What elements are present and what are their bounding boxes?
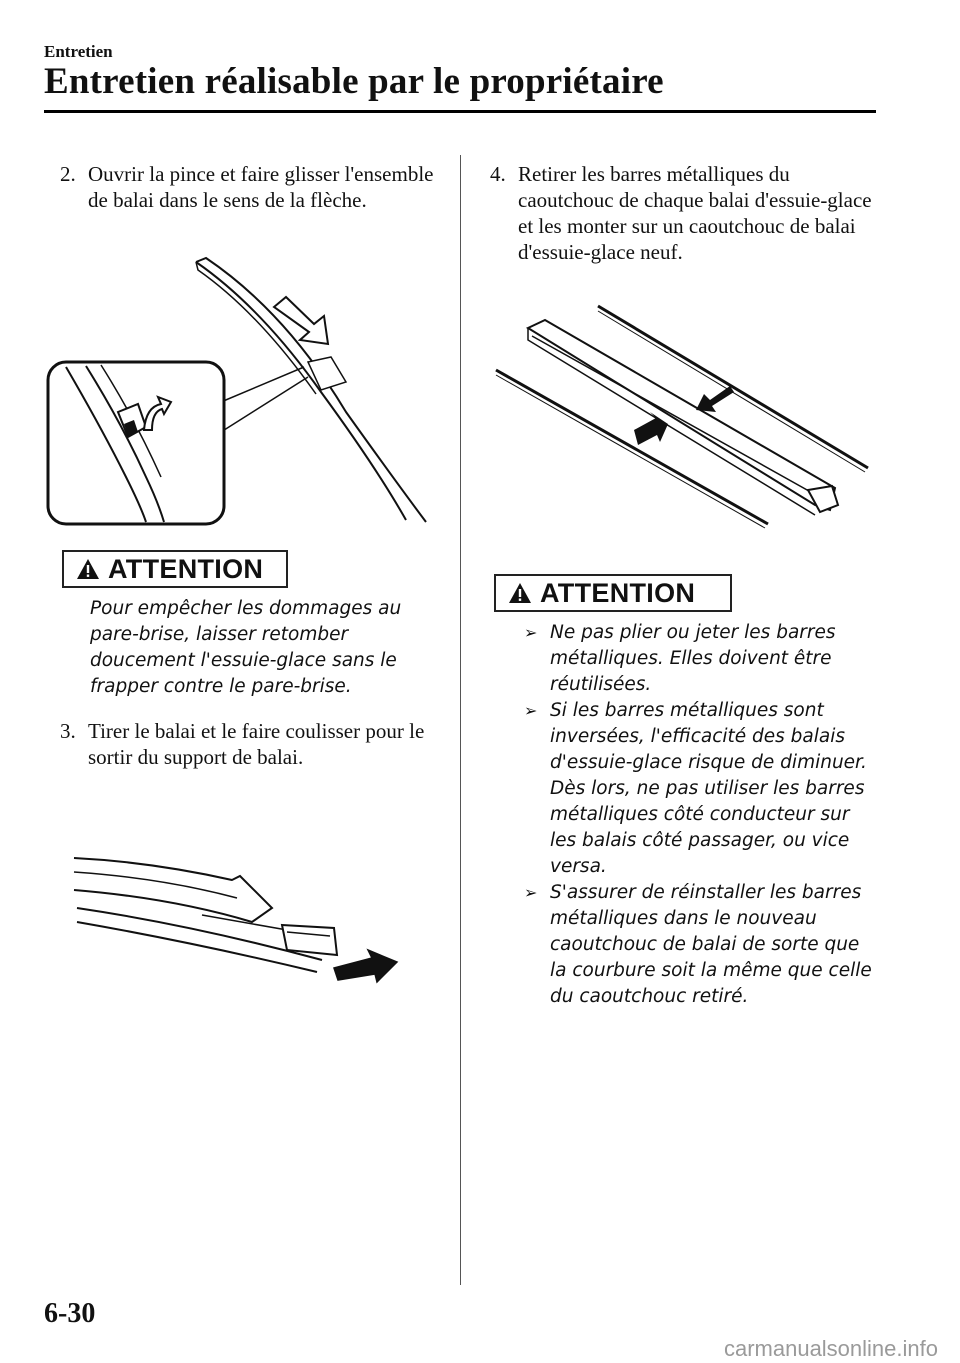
title-rule [44, 110, 876, 113]
attention-header-left [62, 550, 288, 588]
step-2 [60, 161, 440, 213]
bullet-item [518, 620, 880, 698]
attention-header-right [494, 574, 732, 612]
section-label: Entretien [44, 42, 113, 61]
arrowhead-icon: ➢ [524, 701, 538, 720]
column-divider [460, 155, 461, 1285]
step-number: 2. [60, 162, 76, 186]
arrow-icon [634, 412, 668, 445]
page-title: Entretien réalisable par le propriétaire [44, 61, 664, 102]
bullet-item [518, 698, 880, 880]
arrowhead-icon: ➢ [524, 883, 538, 902]
arrow-icon [696, 386, 734, 412]
warning-triangle-icon [76, 558, 100, 580]
arrowhead-icon: ➢ [524, 623, 538, 642]
step-text: Retirer les barres métalliques du caoutchouc de chaque balai d'essuie-glace et les monter sur un caoutchouc de balai d'essuie-glace neuf. [518, 162, 872, 264]
bullet-text: Si les barres métalliques sont inversées, l'efficacité des balais d'essuie-glace risque de diminuer. Dès lors, ne pas utiliser les barres métalliques côté conducteur sur les balais côté passager, ou vice versa. [550, 700, 867, 877]
arrow-icon [334, 950, 397, 982]
attention-label: ATTENTION [540, 577, 696, 608]
page-number: 6-30 [44, 1298, 96, 1329]
metal-bars-illustration [490, 300, 880, 535]
bullet-text: S'assurer de réinstaller les barres métalliques dans le nouveau caoutchouc de balai de sorte que la courbure soit la même que celle du caoutchouc retiré. [550, 882, 872, 1007]
wiper-clip-illustration [46, 252, 436, 527]
attention-text-left: Pour empêcher les dommages au pare-brise, laisser retomber doucement l'essuie-glace sans le frapper contre le pare-brise. [90, 598, 402, 697]
blade-removal-illustration [72, 850, 432, 985]
warning-triangle-icon [508, 582, 532, 604]
arrow-icon [274, 297, 328, 344]
step-number: 3. [60, 719, 76, 743]
bullet-item [518, 880, 880, 1010]
step-3 [60, 718, 440, 770]
step-number: 4. [490, 162, 506, 186]
attention-bullets [518, 620, 880, 1010]
attention-label: ATTENTION [108, 553, 264, 584]
bullet-text: Ne pas plier ou jeter les barres métalliques. Elles doivent être réutilisées. [550, 622, 836, 695]
step-4 [490, 161, 880, 265]
watermark: carmanualsonline.info [723, 1336, 938, 1361]
step-text: Tirer le balai et le faire coulisser pour le sortir du support de balai. [88, 719, 425, 769]
step-text: Ouvrir la pince et faire glisser l'ensemble de balai dans le sens de la flèche. [88, 162, 434, 212]
